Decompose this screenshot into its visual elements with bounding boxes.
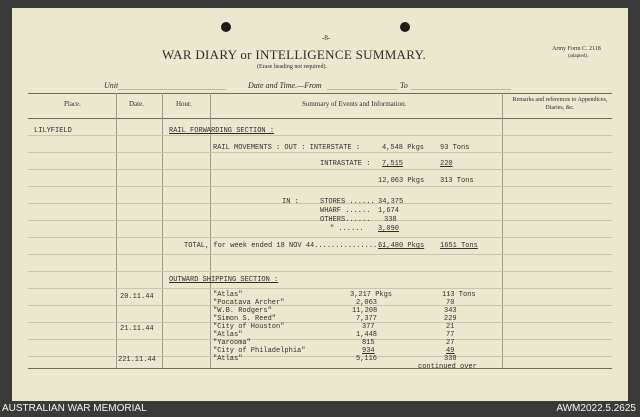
- ship-date: 20.11.44: [120, 293, 154, 301]
- ship-pkgs: 11,208: [352, 307, 378, 315]
- row-line: [28, 186, 612, 187]
- continued-note: continued over: [418, 363, 477, 371]
- form-reference-sub: (adapted).: [568, 54, 589, 59]
- ship-tons: 70: [446, 299, 455, 307]
- diary-page: [12, 8, 628, 401]
- unit-line: [118, 89, 226, 90]
- intrastate-tons: 220: [440, 160, 453, 168]
- punch-hole: [400, 22, 410, 32]
- ship-date: 221.11.44: [118, 356, 156, 364]
- rail-movements-label: RAIL MOVEMENTS : OUT : INTERSTATE :: [213, 144, 361, 152]
- ship-pkgs: 377: [362, 323, 375, 331]
- ship-pkgs: 5,116: [356, 355, 378, 363]
- total-pkgs: 61,480 Pkgs: [378, 242, 425, 250]
- subtotal-tons: 313 Tons: [440, 177, 474, 185]
- total-tons: 1651 Tons: [440, 242, 478, 250]
- ship-tons: 27: [446, 339, 455, 347]
- interstate-pkgs: 4,548 Pkgs: [382, 144, 425, 152]
- from-line: [327, 89, 397, 90]
- col-header-summary: Summary of Events and Information.: [302, 100, 407, 108]
- ship-pkgs: 2,063: [356, 299, 378, 307]
- row-line: [28, 356, 612, 357]
- row-line: [28, 339, 612, 340]
- ship-tons: 77: [446, 331, 455, 339]
- ditto-value: 3,090: [378, 225, 400, 233]
- col-header-remarks: Remarks and references to Appendices, Diaries, &c.: [512, 97, 608, 111]
- ship-tons: 49: [446, 347, 455, 355]
- row-line: [28, 305, 612, 306]
- ship-date: 21.11.44: [120, 325, 154, 333]
- stores-label: STORES ......: [320, 198, 375, 206]
- ship-name: "Yarooma": [213, 339, 251, 347]
- wharf-value: 1,674: [378, 207, 400, 215]
- row-line: [28, 254, 612, 255]
- page-title: WAR DIARY or INTELLIGENCE SUMMARY.: [162, 47, 427, 62]
- section-heading: OUTWARD SHIPPING SECTION :: [169, 276, 279, 284]
- to-line: [411, 89, 511, 90]
- col-header-hour: Hour.: [176, 100, 192, 108]
- in-label: IN :: [282, 198, 299, 206]
- row-line: [28, 322, 612, 323]
- ditto-label: " ......: [330, 225, 364, 233]
- ship-pkgs: 3,217 Pkgs: [350, 291, 393, 299]
- others-value: 338: [384, 216, 397, 224]
- page-subtitle: (Erase heading not required).: [257, 64, 327, 70]
- interstate-tons: 93 Tons: [440, 144, 470, 152]
- footer-accession: AWM2022.5.2625: [556, 403, 636, 414]
- intrastate-pkgs: 7,515: [382, 160, 404, 168]
- ship-pkgs: 815: [362, 339, 375, 347]
- ship-name: "City of Houston": [213, 323, 285, 331]
- total-line: TOTAL, for week ended 18 NOV 44.................: [184, 242, 386, 250]
- form-reference: Army Form C. 2118: [552, 46, 601, 52]
- col-header-date: Date.: [129, 100, 144, 108]
- place-entry: LILYFIELD: [34, 127, 72, 135]
- wharf-label: WHARF ......: [320, 207, 371, 215]
- row-line: [28, 152, 612, 153]
- row-line: [28, 169, 612, 170]
- ship-pkgs: 7,377: [356, 315, 378, 323]
- unit-label: Unit: [104, 81, 119, 90]
- ship-name: "Pocatava Archer": [213, 299, 285, 307]
- ship-tons: 113 Tons: [442, 291, 476, 299]
- ship-name: "Atlas": [213, 291, 243, 299]
- ship-tons: 21: [446, 323, 455, 331]
- ship-pkgs: 1,448: [356, 331, 378, 339]
- ship-pkgs: 934: [362, 347, 375, 355]
- to-label: To: [400, 81, 408, 90]
- stores-value: 34,375: [378, 198, 404, 206]
- ship-name: "W.B. Rodgers": [213, 307, 272, 315]
- subtotal-pkgs: 12,063 Pkgs: [378, 177, 425, 185]
- page-number: -8-: [322, 34, 331, 42]
- row-line: [28, 237, 612, 238]
- date-time-label: Date and Time.—From: [248, 81, 322, 90]
- footer-source: AUSTRALIAN WAR MEMORIAL: [2, 403, 147, 414]
- ship-name: "Simon S. Reed": [213, 315, 277, 323]
- others-label: OTHERS......: [320, 216, 371, 224]
- ship-name: "Atlas": [213, 331, 243, 339]
- ship-tons: 229: [444, 315, 457, 323]
- col-header-place: Place.: [64, 100, 81, 108]
- table-bottom-border: [28, 368, 612, 369]
- row-line: [28, 271, 612, 272]
- punch-hole: [221, 22, 231, 32]
- ship-name: "Atlas": [213, 355, 243, 363]
- ship-tons: 343: [444, 307, 457, 315]
- row-line: [28, 135, 612, 136]
- section-heading: RAIL FORWARDING SECTION :: [169, 127, 275, 135]
- row-line: [28, 288, 612, 289]
- ship-tons: 338: [444, 355, 457, 363]
- ship-name: "City of Philadelphia": [213, 347, 306, 355]
- intrastate-label: INTRASTATE :: [320, 160, 371, 168]
